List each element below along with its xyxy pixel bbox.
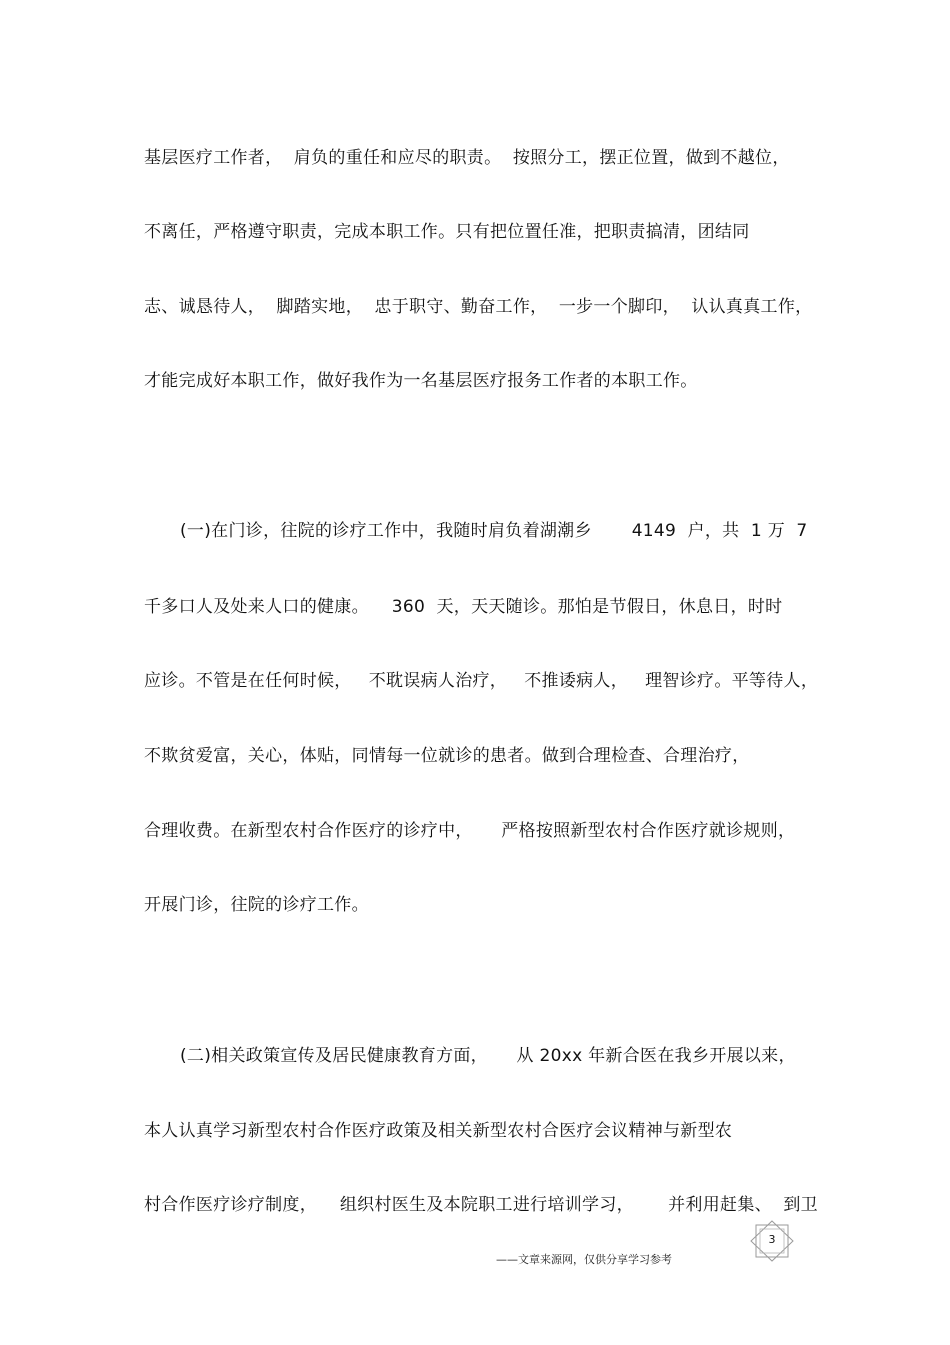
page-number: 3: [768, 1233, 776, 1246]
paragraph-line: 本人认真学习新型农村合作医疗政策及相关新型农村合医疗会议精神与新型农: [144, 1121, 733, 1141]
paragraph-line: (二)相关政策宣传及居民健康教育方面， 从 20xx 年新合医在我乡开展以来，: [180, 1046, 796, 1066]
paragraph-line: 应诊。不管是在任何时候， 不耽误病人治疗， 不推诿病人， 理智诊疗。平等待人，: [144, 671, 819, 691]
paragraph-line: 基层医疗工作者， 肩负的重任和应尽的职责。 按照分工，摆正位置，做到不越位，: [144, 148, 790, 168]
paragraph-line: 志、诚恳待人， 脚踏实地， 忠于职守、勤奋工作， 一步一个脚印， 认认真真工作，: [144, 297, 813, 317]
paragraph-line: 不离任，严格遵守职责，完成本职工作。只有把位置任准，把职责搞清，团结同: [144, 222, 750, 242]
paragraph-line: 合理收费。在新型农村合作医疗的诊疗中， 严格按照新型农村合作医疗就诊规则，: [144, 821, 796, 841]
paragraph-line: 才能完成好本职工作，做好我作为一名基层医疗报务工作者的本职工作。: [144, 371, 698, 391]
paragraph-line: 村合作医疗诊疗制度， 组织村医生及本院职工进行培训学习， 并利用赶集、 到卫: [144, 1195, 818, 1215]
paragraph-line: 开展门诊，往院的诊疗工作。: [144, 895, 369, 915]
paragraph-line: 千多口人及处来人口的健康。 360 天，天天随诊。那怕是节假日，休息日，时时: [144, 597, 783, 617]
page-number-badge: [748, 1220, 796, 1262]
source-note: ——文章来源网，仅供分享学习参考: [496, 1253, 672, 1266]
paragraph-line: (一)在门诊，往院的诊疗工作中，我随时肩负着湖潮乡 4149 户，共 1 万 7: [180, 521, 808, 541]
paragraph-line: 不欺贫爱富，关心，体贴，同情每一位就诊的患者。做到合理检查、合理治疗，: [144, 746, 750, 766]
